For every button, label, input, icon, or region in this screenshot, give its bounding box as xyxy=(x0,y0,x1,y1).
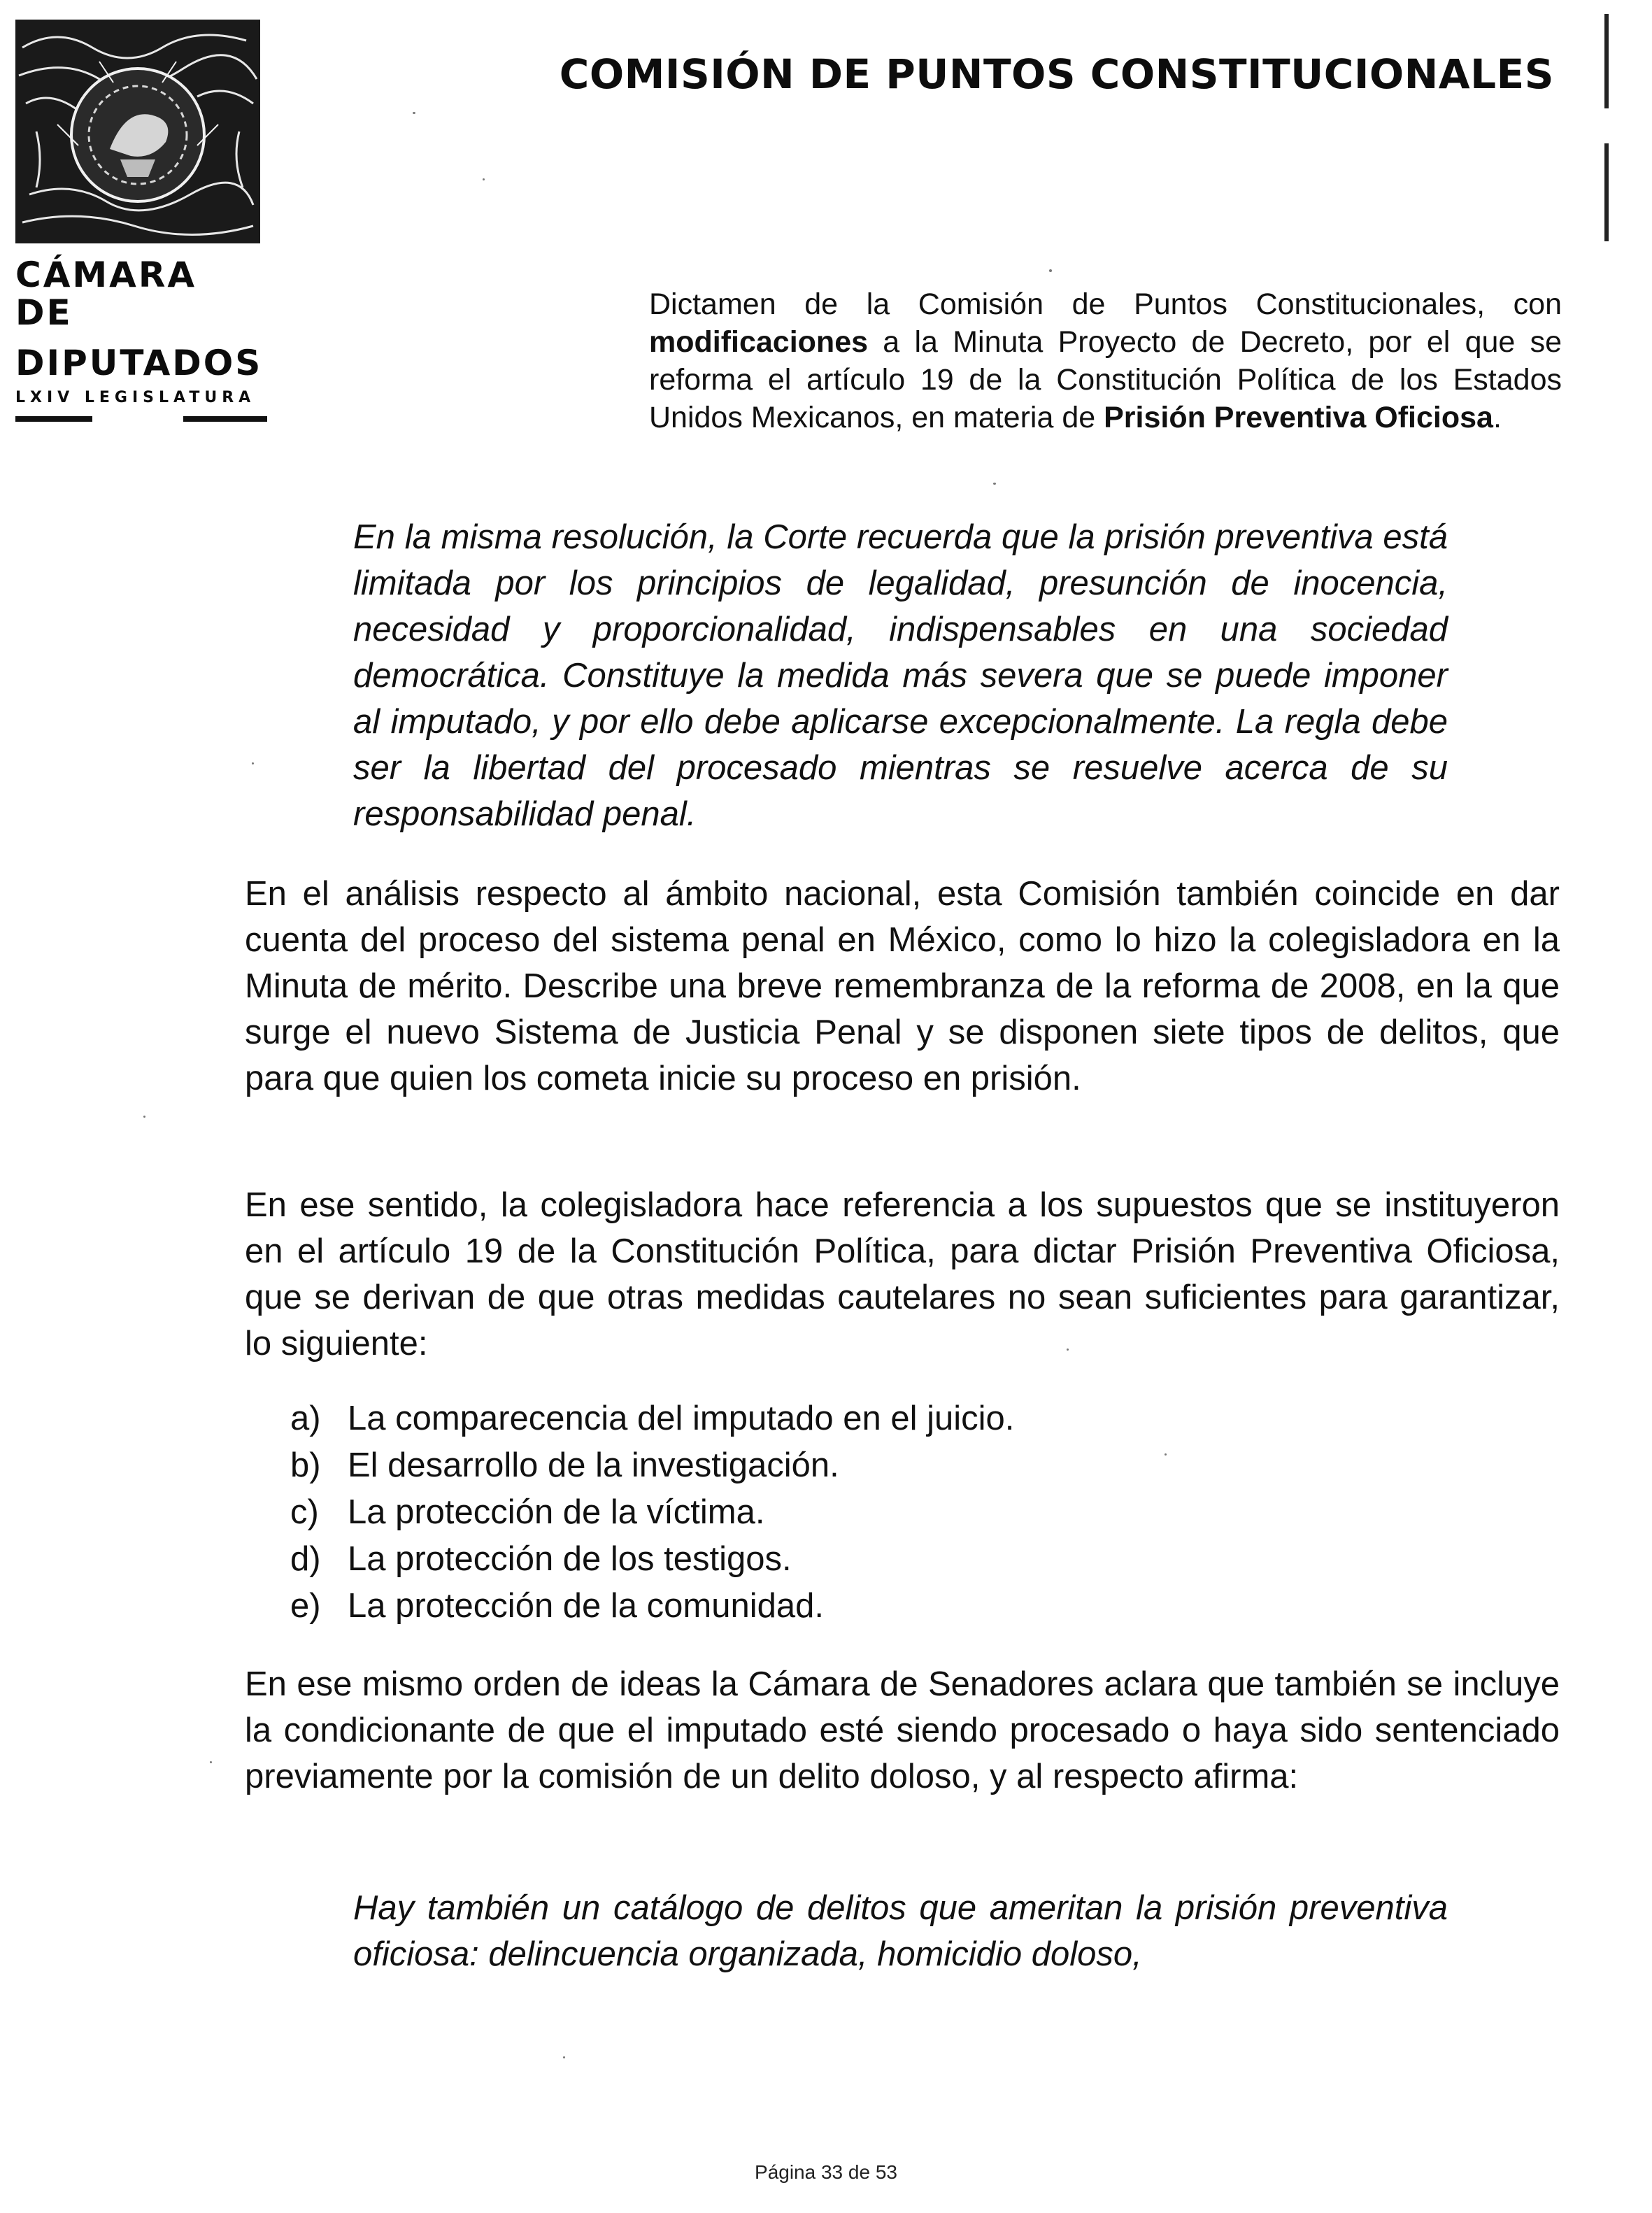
list-marker: d) xyxy=(290,1540,321,1578)
page-number: Página 33 de 53 xyxy=(755,2161,897,2183)
logo-bar-left xyxy=(15,416,92,422)
scan-speck xyxy=(252,762,254,764)
list-marker: e) xyxy=(290,1587,321,1625)
scan-speck xyxy=(1165,1453,1167,1456)
dictamen-summary xyxy=(649,285,1562,436)
committee-title: COMISIÓN DE PUNTOS CONSTITUCIONALES xyxy=(559,50,1554,98)
quoted-passage-2: Hay también un catálogo de delitos que ameritan la prisión preventiva oficiosa: delincuencia organizada, homicidio doloso, xyxy=(353,1889,1448,1973)
list-item-text: La protección de la comunidad. xyxy=(348,1587,824,1625)
list-marker: b) xyxy=(290,1446,321,1484)
logo-divider xyxy=(15,416,267,423)
scan-edge-mark xyxy=(1604,14,1609,108)
list-marker: a) xyxy=(290,1400,321,1437)
list-item-text: La protección de la víctima. xyxy=(348,1493,765,1531)
list-item-text: El desarrollo de la investigación. xyxy=(348,1446,839,1484)
summary-text: . xyxy=(1493,401,1502,434)
list-marker: c) xyxy=(290,1493,319,1531)
logo-bar-right xyxy=(183,416,267,422)
scan-speck xyxy=(143,1116,145,1118)
scan-speck xyxy=(413,112,415,114)
chamber-name-line-2: DIPUTADOS xyxy=(15,343,263,383)
list-item xyxy=(290,1442,1409,1489)
summary-bold-modificaciones: modificaciones xyxy=(649,325,869,359)
list-item xyxy=(290,1395,1409,1442)
scan-speck xyxy=(483,178,485,180)
list-item-text: La protección de los testigos. xyxy=(348,1540,792,1578)
summary-text: a la Minuta Proyecto de Decreto, por el que se reforma el artículo 19 de la Constitución Política de los Estados Unidos Mexicanos, en materia de xyxy=(649,325,1562,434)
scan-speck xyxy=(210,1761,212,1763)
body-paragraph-3: En ese mismo orden de ideas la Cámara de Senadores aclara que también se incluye la condicionante de que el imputado esté siendo procesado o haya sido sentenciado previamente por la comisión de un delito doloso, y al respecto afirma: xyxy=(245,1665,1560,1795)
list-item-text: La comparecencia del imputado en el juicio. xyxy=(348,1400,1015,1437)
list-item xyxy=(290,1489,1409,1536)
scan-edge-mark xyxy=(1604,143,1609,241)
list-item xyxy=(290,1583,1409,1630)
quoted-passage-1: En la misma resolución, la Corte recuerda que la prisión preventiva está limitada por los principios de legalidad, presunción de inocencia, necesidad y proporcionalidad, indispensables en una sociedad democrática. Constituye la medida más severa que se puede imponer al imputado, y por ello debe aplicarse excepcionalmente. La regla debe ser la libertad del procesado mientras se resuelve acerca de su responsabilidad penal. xyxy=(353,518,1448,833)
list-item xyxy=(290,1536,1409,1583)
scan-speck xyxy=(1049,269,1052,272)
body-paragraph-2: En ese sentido, la colegisladora hace referencia a los supuestos que se instituyeron en el artículo 19 de la Constitución Política, para dictar Prisión Preventiva Oficiosa, que se derivan de que otras medidas cautelares no sean suficientes para garantizar, lo siguiente: xyxy=(245,1186,1560,1362)
chamber-name-line-1: CÁMARA DE xyxy=(15,255,197,333)
summary-text: Dictamen de la Comisión de Puntos Constitucionales, con xyxy=(649,287,1562,321)
scan-speck xyxy=(993,483,996,485)
scan-speck xyxy=(1067,1349,1069,1351)
body-paragraph-1: En el análisis respecto al ámbito nacional, esta Comisión también coincide en dar cuenta del proceso del sistema penal en México, como lo hizo la colegisladora en la Minuta de mérito. Describe una breve remembranza de la reforma de 2008, en la que surge el nuevo Sistema de Justicia Penal y se disponen siete tipos de delitos, que para que quien los cometa inicie su proceso en prisión. xyxy=(245,875,1560,1097)
scan-speck xyxy=(563,2056,565,2058)
summary-bold-topic: Prisión Preventiva Oficiosa xyxy=(1104,401,1493,434)
guarantees-list xyxy=(290,1395,1409,1630)
legislature-label: LXIV LEGISLATURA xyxy=(15,389,256,406)
